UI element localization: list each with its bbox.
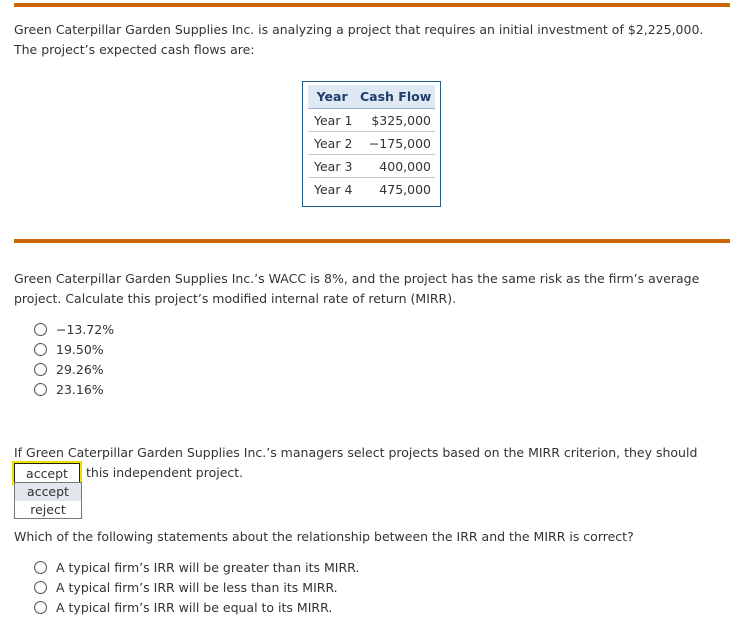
radio-button-icon[interactable] — [34, 343, 47, 356]
cash-flow-cell: 400,000 — [356, 155, 435, 178]
decision-question: If Green Caterpillar Garden Supplies Inc.’s managers select projects based on the MIRR criterion, they should — [14, 445, 698, 460]
cash-flow-cell: −175,000 — [356, 132, 435, 155]
irr-mirr-question: Which of the following statements about the relationship between the IRR and the MIRR is correct? — [14, 529, 634, 544]
year-cell: Year 2 — [308, 132, 356, 155]
irr-mirr-option[interactable] — [34, 577, 338, 597]
radio-button-icon[interactable] — [34, 601, 47, 614]
dropdown-option-accept[interactable]: accept — [15, 483, 81, 501]
year-cell: Year 3 — [308, 155, 356, 178]
cash-flow-cell: 475,000 — [379, 181, 431, 197]
option-label: −13.72% — [56, 321, 115, 337]
mirr-option[interactable] — [34, 359, 104, 379]
top-divider — [14, 3, 730, 7]
radio-button-icon[interactable] — [34, 363, 47, 376]
table-row — [308, 178, 435, 200]
irr-mirr-option[interactable] — [34, 597, 332, 617]
decision-dropdown-list — [14, 482, 82, 519]
mirr-option[interactable] — [34, 339, 104, 359]
table-row — [308, 109, 435, 132]
table-row — [308, 155, 435, 178]
header-cash-flow: Cash Flow — [356, 85, 435, 109]
irr-mirr-option[interactable] — [34, 557, 359, 577]
table-row — [308, 132, 435, 155]
option-label: A typical firm’s IRR will be less than its MIRR. — [56, 579, 338, 595]
problem-intro: Green Caterpillar Garden Supplies Inc. is analyzing a project that requires an initial investment of $2,225,000. The project’s expected cash flows are: — [14, 22, 704, 57]
option-label: A typical firm’s IRR will be equal to its MIRR. — [56, 599, 333, 615]
mirr-option[interactable] — [34, 319, 114, 339]
year-cell: Year 4 — [314, 181, 353, 197]
year-cell: Year 1 — [308, 109, 356, 132]
table-header-row — [308, 85, 435, 109]
decision-question-end: this independent project. — [86, 465, 244, 480]
radio-button-icon[interactable] — [34, 383, 47, 396]
decision-select[interactable]: accept — [14, 463, 80, 483]
header-year: Year — [308, 85, 356, 109]
dropdown-option-reject[interactable]: reject — [30, 501, 66, 517]
option-label: 19.50% — [56, 341, 104, 357]
radio-button-icon[interactable] — [34, 581, 47, 594]
radio-button-icon[interactable] — [34, 323, 47, 336]
section-divider — [14, 239, 730, 243]
mirr-option[interactable] — [34, 379, 104, 399]
option-label: A typical firm’s IRR will be greater than its MIRR. — [56, 559, 360, 575]
radio-button-icon[interactable] — [34, 561, 47, 574]
cash-flow-cell: $325,000 — [356, 109, 435, 132]
option-label: 23.16% — [56, 381, 104, 397]
mirr-question: Green Caterpillar Garden Supplies Inc.’s WACC is 8%, and the project has the same risk as the firm’s average project. Calculate this project’s modified internal rate of return (MIRR). — [14, 271, 700, 306]
option-label: 29.26% — [56, 361, 104, 377]
cash-flow-table — [302, 81, 441, 207]
